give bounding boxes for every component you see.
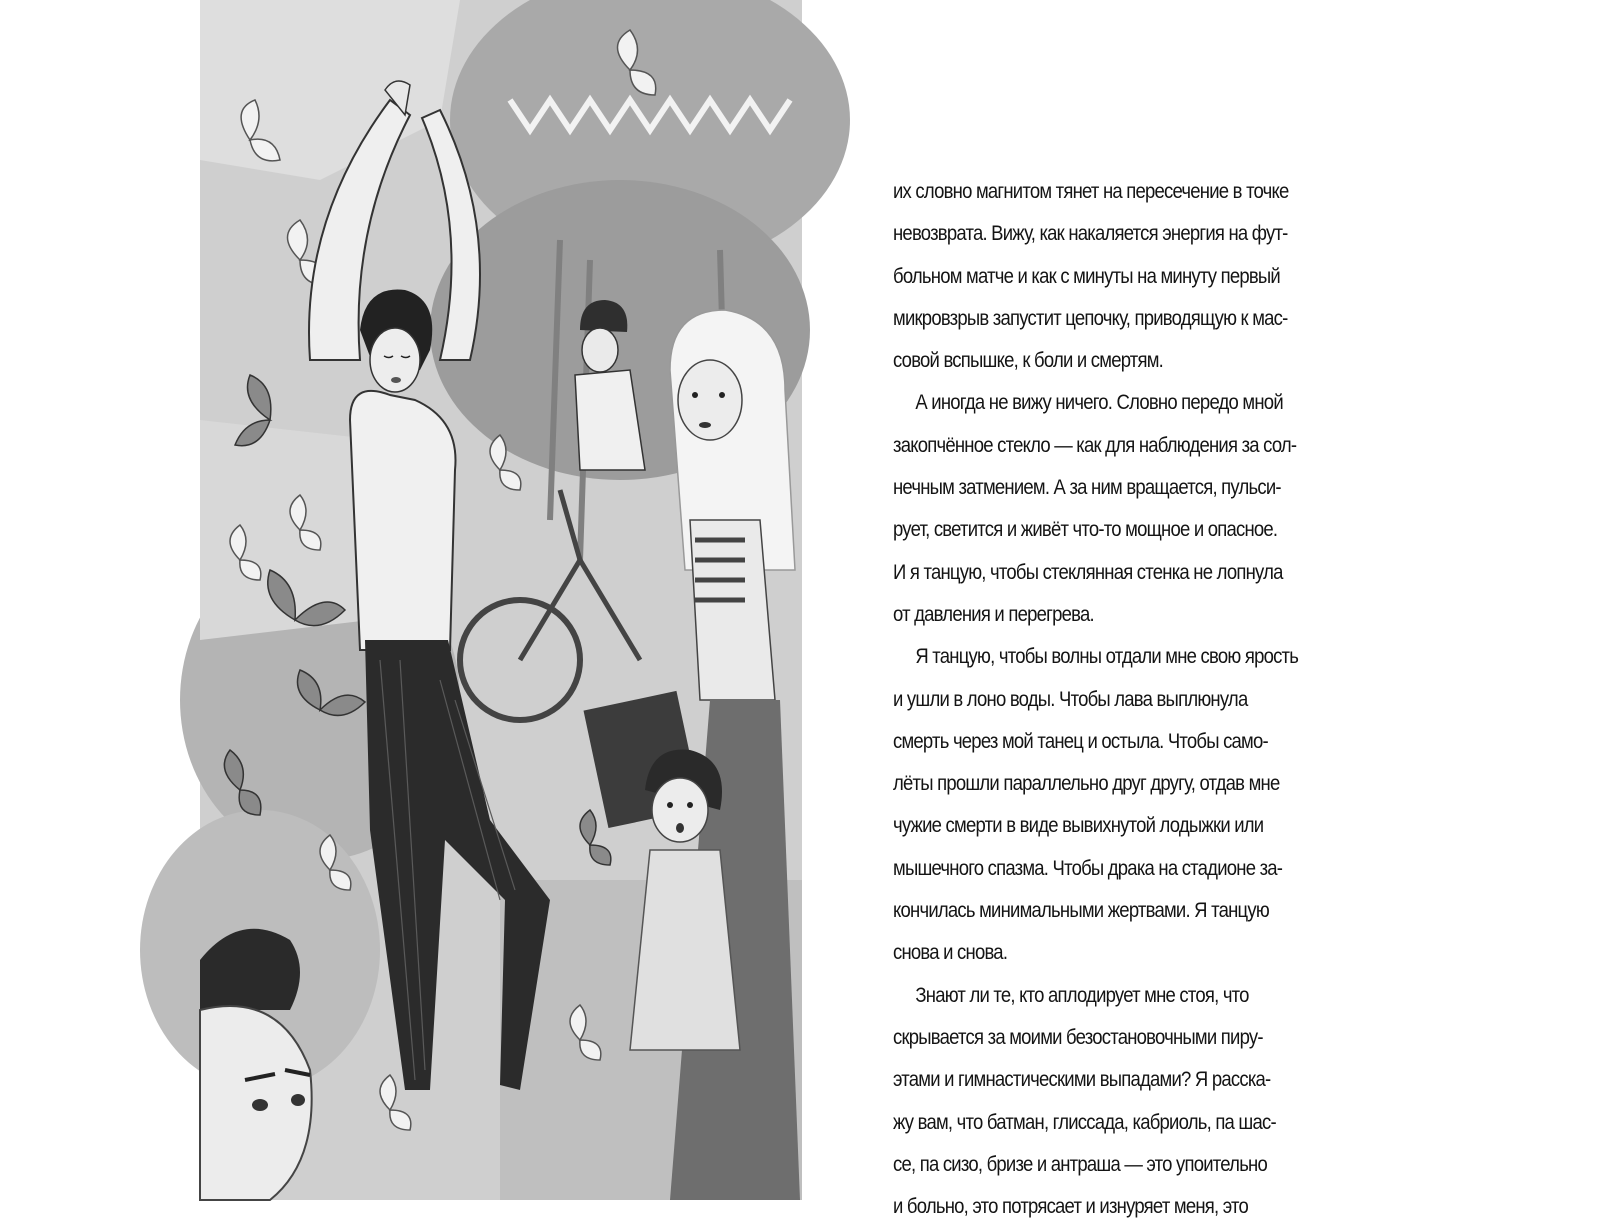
illustration-panel	[200, 0, 802, 1200]
dancing-people-illustration-icon	[200, 0, 802, 1200]
text-line: рует, светится и живёт что-то мощное и опасное.	[893, 517, 1278, 542]
text-line: И я танцую, чтобы стеклянная стенка не лопнула	[893, 559, 1283, 584]
text-line: мышечного спазма. Чтобы драка на стадионе за-	[893, 855, 1283, 880]
text-line: закопчённое стекло — как для наблюдения за сол-	[893, 432, 1297, 457]
text-line: смерть через мой танец и остыла. Чтобы само-	[893, 728, 1268, 753]
text-line: кончилась минимальными жертвами. Я танцую	[893, 898, 1269, 923]
text-line: нечным затмением. А за ним вращается, пульси-	[893, 475, 1281, 500]
text-line: снова и снова.	[893, 940, 1008, 965]
text-line: и больно, это потрясает и изнуряет меня, это	[893, 1194, 1248, 1219]
text-line: се, па сизо, бризе и антраша — это упоительно	[893, 1151, 1268, 1176]
text-line: их словно магнитом тянет на пересечение в точке	[893, 179, 1289, 203]
text-line: Знают ли те, кто аплодирует мне стоя, что	[915, 982, 1249, 1007]
text-line: скрывается за моими безостановочными пиру-	[893, 1024, 1263, 1049]
text-line: А иногда не вижу ничего. Словно передо мной	[915, 390, 1283, 415]
text-page	[893, 170, 1308, 1219]
text-line: совой вспышке, к боли и смертям.	[893, 348, 1164, 373]
text-line: невозврата. Вижу, как накаляется энергия на фут-	[893, 221, 1288, 246]
text-line: микровзрыв запустит цепочку, приводящую к мас-	[893, 305, 1288, 330]
text-line: Я танцую, чтобы волны отдали мне свою ярость	[915, 644, 1299, 669]
text-line: лёты прошли параллельно друг другу, отдав мне	[893, 771, 1280, 796]
text-line: и ушли в лоно воды. Чтобы лава выплюнула	[893, 686, 1248, 711]
text-line: этами и гимнастическими выпадами? Я расска-	[893, 1067, 1271, 1092]
text-line: жу вам, что батман, глиссада, кабриоль, па шас-	[893, 1109, 1276, 1134]
text-line: от давления и перегрева.	[893, 601, 1094, 626]
text-line: больном матче и как с минуты на минуту первый	[893, 263, 1280, 288]
text-line: чужие смерти в виде вывихнутой лодыжки или	[893, 813, 1264, 838]
